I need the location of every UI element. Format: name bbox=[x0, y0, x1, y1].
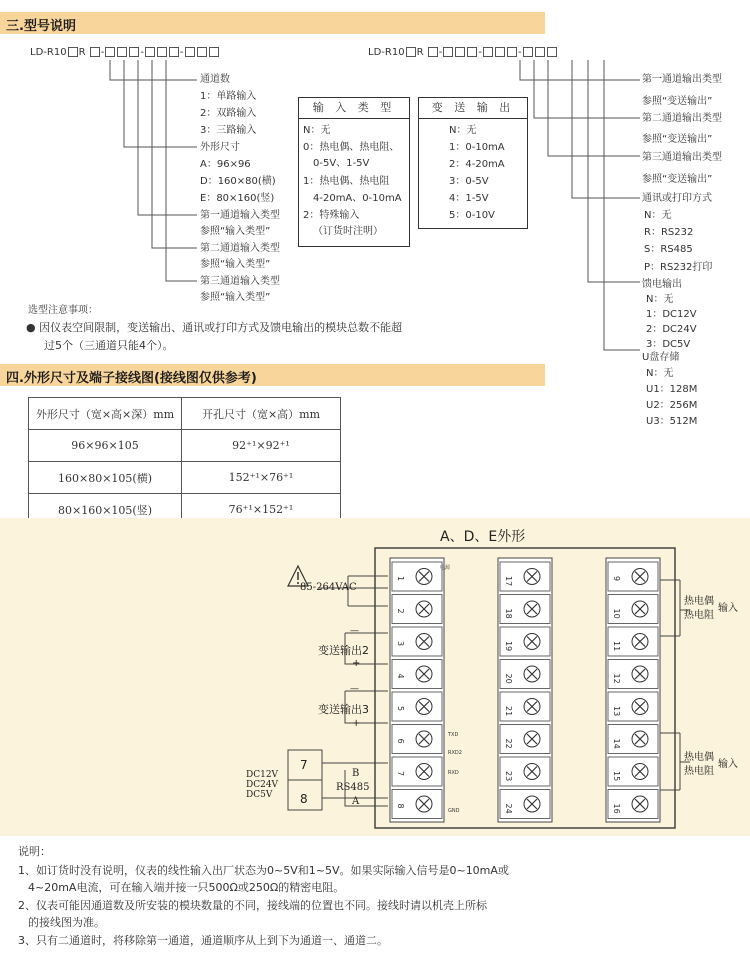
transmit-output-title: 变 送 输 出 bbox=[419, 98, 527, 119]
signal-tag: TXD bbox=[448, 732, 459, 738]
explain-title: 说明： bbox=[18, 845, 51, 858]
model-prefix: LD-R10 bbox=[30, 47, 67, 58]
power-label: 85-264VAC bbox=[300, 582, 357, 593]
bullet-icon: ● bbox=[26, 321, 36, 334]
right-item: 第一通道输出类型 bbox=[642, 74, 722, 85]
model-code-right: LD-R10 R - - - bbox=[368, 47, 558, 59]
right-item: S：RS485 bbox=[644, 244, 693, 255]
transmit-output-box bbox=[418, 97, 528, 229]
explain-line: 1、如订货时没有说明，仪表的线性输入出厂状态为0~5V和1~5V。如果实际输入信号是0~10mA或 bbox=[18, 864, 509, 877]
power-tag: 电源 bbox=[440, 565, 451, 571]
explain-line: 4~20mA电流，可在输入端并接一只500Ω或250Ω的精密电阻。 bbox=[28, 881, 345, 894]
right-item: 参照“变送输出” bbox=[642, 96, 713, 107]
input-label: 输入 bbox=[718, 603, 738, 614]
terminal-number: 9 bbox=[612, 576, 621, 582]
terminal-number: 19 bbox=[504, 641, 513, 652]
terminal-number: 3 bbox=[396, 641, 405, 647]
right-item: R：RS232 bbox=[644, 227, 694, 238]
input-type-line: 0-5V、1-5V bbox=[313, 158, 370, 169]
right-item: U2：256M bbox=[646, 400, 698, 411]
table-row bbox=[29, 430, 341, 462]
terminal-number: 7 bbox=[396, 771, 405, 777]
terminal-column bbox=[498, 558, 552, 822]
table-cell: 160×80×105(横) bbox=[29, 462, 182, 494]
explain-line: 2、仪表可能因通道数及所安装的模块数量的不同，接线端的位置也不同。接线时请以机壳上所标 bbox=[18, 899, 487, 912]
dc-label: DC12V bbox=[246, 770, 279, 780]
terminal-number: 4 bbox=[396, 673, 405, 679]
right-item: 第三通道输出类型 bbox=[642, 152, 722, 163]
terminal-number: 20 bbox=[504, 673, 513, 684]
right-item: N：无 bbox=[646, 294, 674, 305]
left-item: 外形尺寸 bbox=[200, 142, 240, 153]
dc-terminal-8: 8 bbox=[300, 792, 308, 806]
signal-tag: RXD2 bbox=[448, 750, 462, 756]
minus-sign: — bbox=[350, 684, 359, 694]
model-prefix: LD-R10 bbox=[368, 47, 405, 58]
transmit-output-line: 1：0-10mA bbox=[449, 142, 505, 153]
terminal-column bbox=[606, 558, 660, 822]
terminal-number: 8 bbox=[396, 803, 405, 809]
transmit-output-line: N：无 bbox=[449, 125, 477, 136]
left-item: 参照“输入类型” bbox=[200, 259, 271, 270]
right-item: 3：DC5V bbox=[646, 339, 691, 350]
left-item: 参照“输入类型” bbox=[200, 226, 271, 237]
sensor-label: 热电偶 bbox=[684, 752, 714, 763]
right-item: N：无 bbox=[646, 368, 674, 379]
left-item: 第三通道输入类型 bbox=[200, 276, 280, 287]
left-item: 2：双路输入 bbox=[200, 108, 257, 119]
terminal-number: 15 bbox=[612, 771, 621, 782]
right-item: 参照“变送输出” bbox=[642, 174, 713, 185]
table-header-cell: 开孔尺寸（宽×高）mm bbox=[182, 398, 341, 430]
terminal-number: 18 bbox=[504, 608, 513, 619]
table-header-cell: 外形尺寸（宽×高×深）mm bbox=[29, 398, 182, 430]
terminal-number: 2 bbox=[396, 608, 405, 614]
dimensions-table bbox=[28, 397, 341, 526]
table-cell: 152⁺¹×76⁺¹ bbox=[182, 462, 341, 494]
sensor-label: 热电阻 bbox=[684, 610, 714, 621]
input-type-line: 0：热电偶、热电阻、 bbox=[303, 142, 400, 153]
model-r: R bbox=[416, 47, 424, 58]
dc-label: DC5V bbox=[246, 790, 273, 800]
terminal-block-diagram bbox=[0, 518, 750, 836]
rs485-b: B bbox=[352, 768, 360, 779]
left-item: A：96×96 bbox=[200, 159, 251, 170]
transmit-output-line: 2：4-20mA bbox=[449, 159, 505, 170]
input-type-box bbox=[298, 97, 410, 247]
explain-line: 3、只有二通道时，将移除第一通道，通道顺序从上到下为通道一、通道二。 bbox=[18, 934, 388, 947]
model-r: R bbox=[78, 47, 86, 58]
right-item: 馈电输出 bbox=[642, 279, 682, 290]
left-item: 3：三路输入 bbox=[200, 125, 257, 136]
transmit2-label: 变送输出2 bbox=[318, 644, 369, 657]
section4-banner bbox=[0, 364, 545, 386]
right-item: U盘存储 bbox=[642, 352, 680, 363]
section4-title: 四.外形尺寸及端子接线图(接线图仅供参考) bbox=[6, 371, 257, 386]
left-item: E：80×160(竖) bbox=[200, 193, 275, 204]
transmit3-label: 变送输出3 bbox=[318, 703, 369, 716]
terminal-number: 24 bbox=[504, 803, 513, 814]
terminal-number: 17 bbox=[504, 576, 513, 587]
right-item: 第二通道输出类型 bbox=[642, 113, 722, 124]
right-item: 参照“变送输出” bbox=[642, 134, 713, 145]
selection-notes-title: 选型注意事项： bbox=[28, 305, 98, 316]
right-item: U1：128M bbox=[646, 384, 698, 395]
input-type-line: （订货时注明） bbox=[313, 226, 383, 237]
rs485-label: RS485 bbox=[336, 782, 370, 793]
plus-sign: + bbox=[352, 658, 361, 669]
transmit-output-line: 5：0-10V bbox=[449, 210, 495, 221]
terminal-number: 22 bbox=[504, 738, 513, 749]
wiring-diagram-area bbox=[0, 518, 750, 836]
input-type-line: 4-20mA、0-10mA bbox=[313, 193, 402, 204]
input-type-title: 输 入 类 型 bbox=[299, 98, 409, 119]
right-item: 通讯或打印方式 bbox=[642, 193, 712, 204]
sensor-label: 热电偶 bbox=[684, 596, 714, 607]
sensor-label: 热电阻 bbox=[684, 766, 714, 777]
terminal-number: 12 bbox=[612, 673, 621, 684]
table-header-row bbox=[29, 398, 341, 430]
right-item: 2：DC24V bbox=[646, 324, 697, 335]
input-type-line: 1：热电偶、热电阻 bbox=[303, 176, 390, 187]
transmit-output-line: 3：0-5V bbox=[449, 176, 489, 187]
selection-note-text: 因仪表空间限制，变送输出、通讯或打印方式及馈电输出的模块总数不能超 bbox=[39, 321, 403, 334]
section3-title: 三.型号说明 bbox=[6, 19, 76, 34]
right-item: U3：512M bbox=[646, 416, 698, 427]
left-item: 1：单路输入 bbox=[200, 91, 257, 102]
plus-sign: + bbox=[352, 718, 361, 729]
dc-terminal-7: 7 bbox=[300, 758, 308, 772]
right-item: N：无 bbox=[644, 210, 672, 221]
terminal-column bbox=[390, 558, 444, 822]
dc-label: DC24V bbox=[246, 780, 279, 790]
minus-sign: — bbox=[350, 626, 359, 636]
model-code-left: LD-R10 R - - - bbox=[30, 47, 220, 59]
left-item: 参照“输入类型” bbox=[200, 292, 271, 303]
terminal-number: 13 bbox=[612, 706, 621, 717]
left-item: 第一通道输入类型 bbox=[200, 210, 280, 221]
right-item: P：RS232打印 bbox=[644, 262, 713, 273]
table-row bbox=[29, 462, 341, 494]
table-cell: 96×96×105 bbox=[29, 430, 182, 462]
terminal-number: 14 bbox=[612, 738, 621, 749]
left-item: D：160×80(横) bbox=[200, 176, 276, 187]
input-type-line: 2：特殊输入 bbox=[303, 210, 360, 221]
transmit-output-line: 4：1-5V bbox=[449, 193, 489, 204]
terminal-number: 21 bbox=[504, 706, 513, 717]
table-cell: 76⁺¹×152⁺¹ bbox=[182, 494, 341, 526]
explain-line: 的接线图为准。 bbox=[28, 916, 105, 929]
wiring-title: A、D、E外形 bbox=[440, 529, 526, 545]
left-item: 第二通道输入类型 bbox=[200, 243, 280, 254]
left-item: 通道数 bbox=[200, 74, 230, 85]
signal-tag: RXD bbox=[448, 770, 459, 776]
selection-note bbox=[26, 322, 402, 334]
terminal-number: 1 bbox=[396, 576, 405, 582]
right-item: 1：DC12V bbox=[646, 309, 697, 320]
input-label: 输入 bbox=[718, 759, 738, 770]
selection-note-cont: 过5个（三通道只能4个）。 bbox=[44, 339, 174, 352]
signal-tag: GND bbox=[448, 808, 460, 814]
table-cell: 92⁺¹×92⁺¹ bbox=[182, 430, 341, 462]
terminal-number: 5 bbox=[396, 706, 405, 712]
terminal-number: 11 bbox=[612, 641, 621, 652]
terminal-number: 6 bbox=[396, 738, 405, 744]
table-cell: 80×160×105(竖) bbox=[29, 494, 182, 526]
rs485-a: A bbox=[352, 796, 360, 807]
terminal-number: 16 bbox=[612, 803, 621, 814]
terminal-number: 23 bbox=[504, 771, 513, 782]
input-type-line: N：无 bbox=[303, 125, 331, 136]
terminal-number: 10 bbox=[612, 608, 621, 619]
